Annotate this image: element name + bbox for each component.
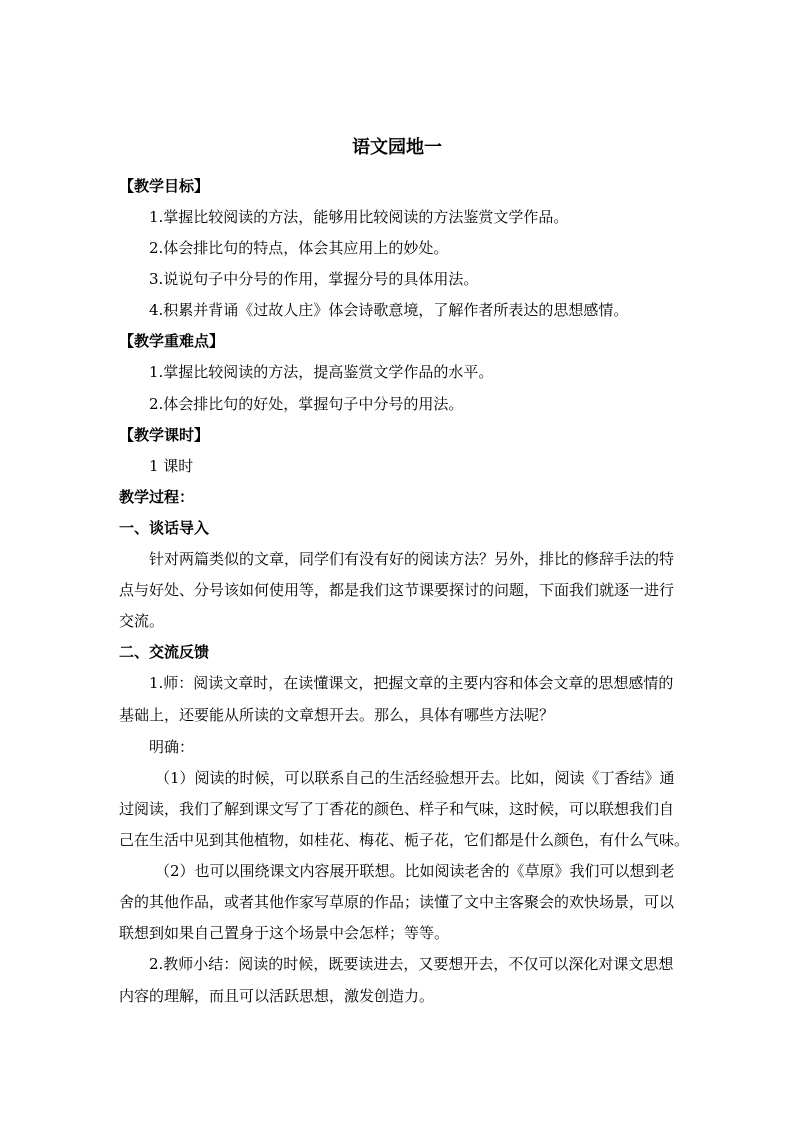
paragraph-line: 舍的其他作品，或者其他作家写草原的作品；读懂了文中主客聚会的欢快场景，可以: [119, 893, 675, 911]
paragraph-line: 针对两篇类似的文章，同学们有没有好的阅读方法？另外，排比的修辞手法的特: [149, 550, 675, 568]
hours-value: 1 课时: [149, 457, 194, 475]
goals-heading: 【教学目标】: [119, 177, 210, 195]
paragraph-line: 点与好处、分号该如何使用等，都是我们这节课要探讨的问题，下面我们就逐一进行: [119, 581, 675, 599]
clarify-label: 明确：: [149, 738, 195, 756]
paragraph-line: 交流。: [119, 612, 165, 630]
goal-item: 2.体会排比句的特点，体会其应用上的妙处。: [149, 239, 449, 257]
page-title: 语文园地一: [352, 137, 442, 158]
paragraph-line: 基础上，还要能从所读的文章想开去。那么，具体有哪些方法呢？: [119, 706, 555, 724]
paragraph-line: 己在生活中见到其他植物，如桂花、梅花、栀子花，它们都是什么颜色，有什么气味。: [119, 831, 690, 849]
key-points-heading: 【教学重难点】: [119, 332, 225, 350]
key-point-item: 2.体会排比句的好处，掌握句子中分号的用法。: [149, 395, 464, 413]
paragraph-line: （1）阅读的时候，可以联系自己的生活经验想开去。比如，阅读《丁香结》通: [155, 769, 675, 787]
part1-heading: 一、谈话导入: [119, 519, 210, 537]
paragraph-line: 内容的理解，而且可以活跃思想，激发创造力。: [119, 987, 435, 1005]
part2-heading: 二、交流反馈: [119, 643, 210, 661]
hours-heading: 【教学课时】: [119, 426, 210, 444]
goal-item: 1.掌握比较阅读的方法，能够用比较阅读的方法鉴赏文学作品。: [149, 208, 569, 226]
paragraph-line: 联想到如果自己置身于这个场景中会怎样；等等。: [119, 924, 450, 942]
paragraph-line: 2.教师小结：阅读的时候，既要读进去，又要想开去，不仅可以深化对课文思想: [149, 955, 674, 973]
process-heading: 教学过程：: [119, 488, 195, 506]
goal-item: 3.说说句子中分号的作用，掌握分号的具体用法。: [149, 270, 479, 288]
paragraph-line: 过阅读，我们了解到课文写了丁香花的颜色、样子和气味，这时候，可以联想我们自: [119, 800, 675, 818]
goal-item: 4.积累并背诵《过故人庄》体会诗歌意境，了解作者所表达的思想感情。: [149, 301, 629, 319]
paragraph-line: （2）也可以围绕课文内容展开联想。比如阅读老舍的《草原》我们可以想到老: [155, 862, 675, 880]
key-point-item: 1.掌握比较阅读的方法，提高鉴赏文学作品的水平。: [149, 363, 494, 381]
paragraph-line: 1.师：阅读文章时，在读懂课文，把握文章的主要内容和体会文章的思想感情的: [149, 674, 674, 692]
